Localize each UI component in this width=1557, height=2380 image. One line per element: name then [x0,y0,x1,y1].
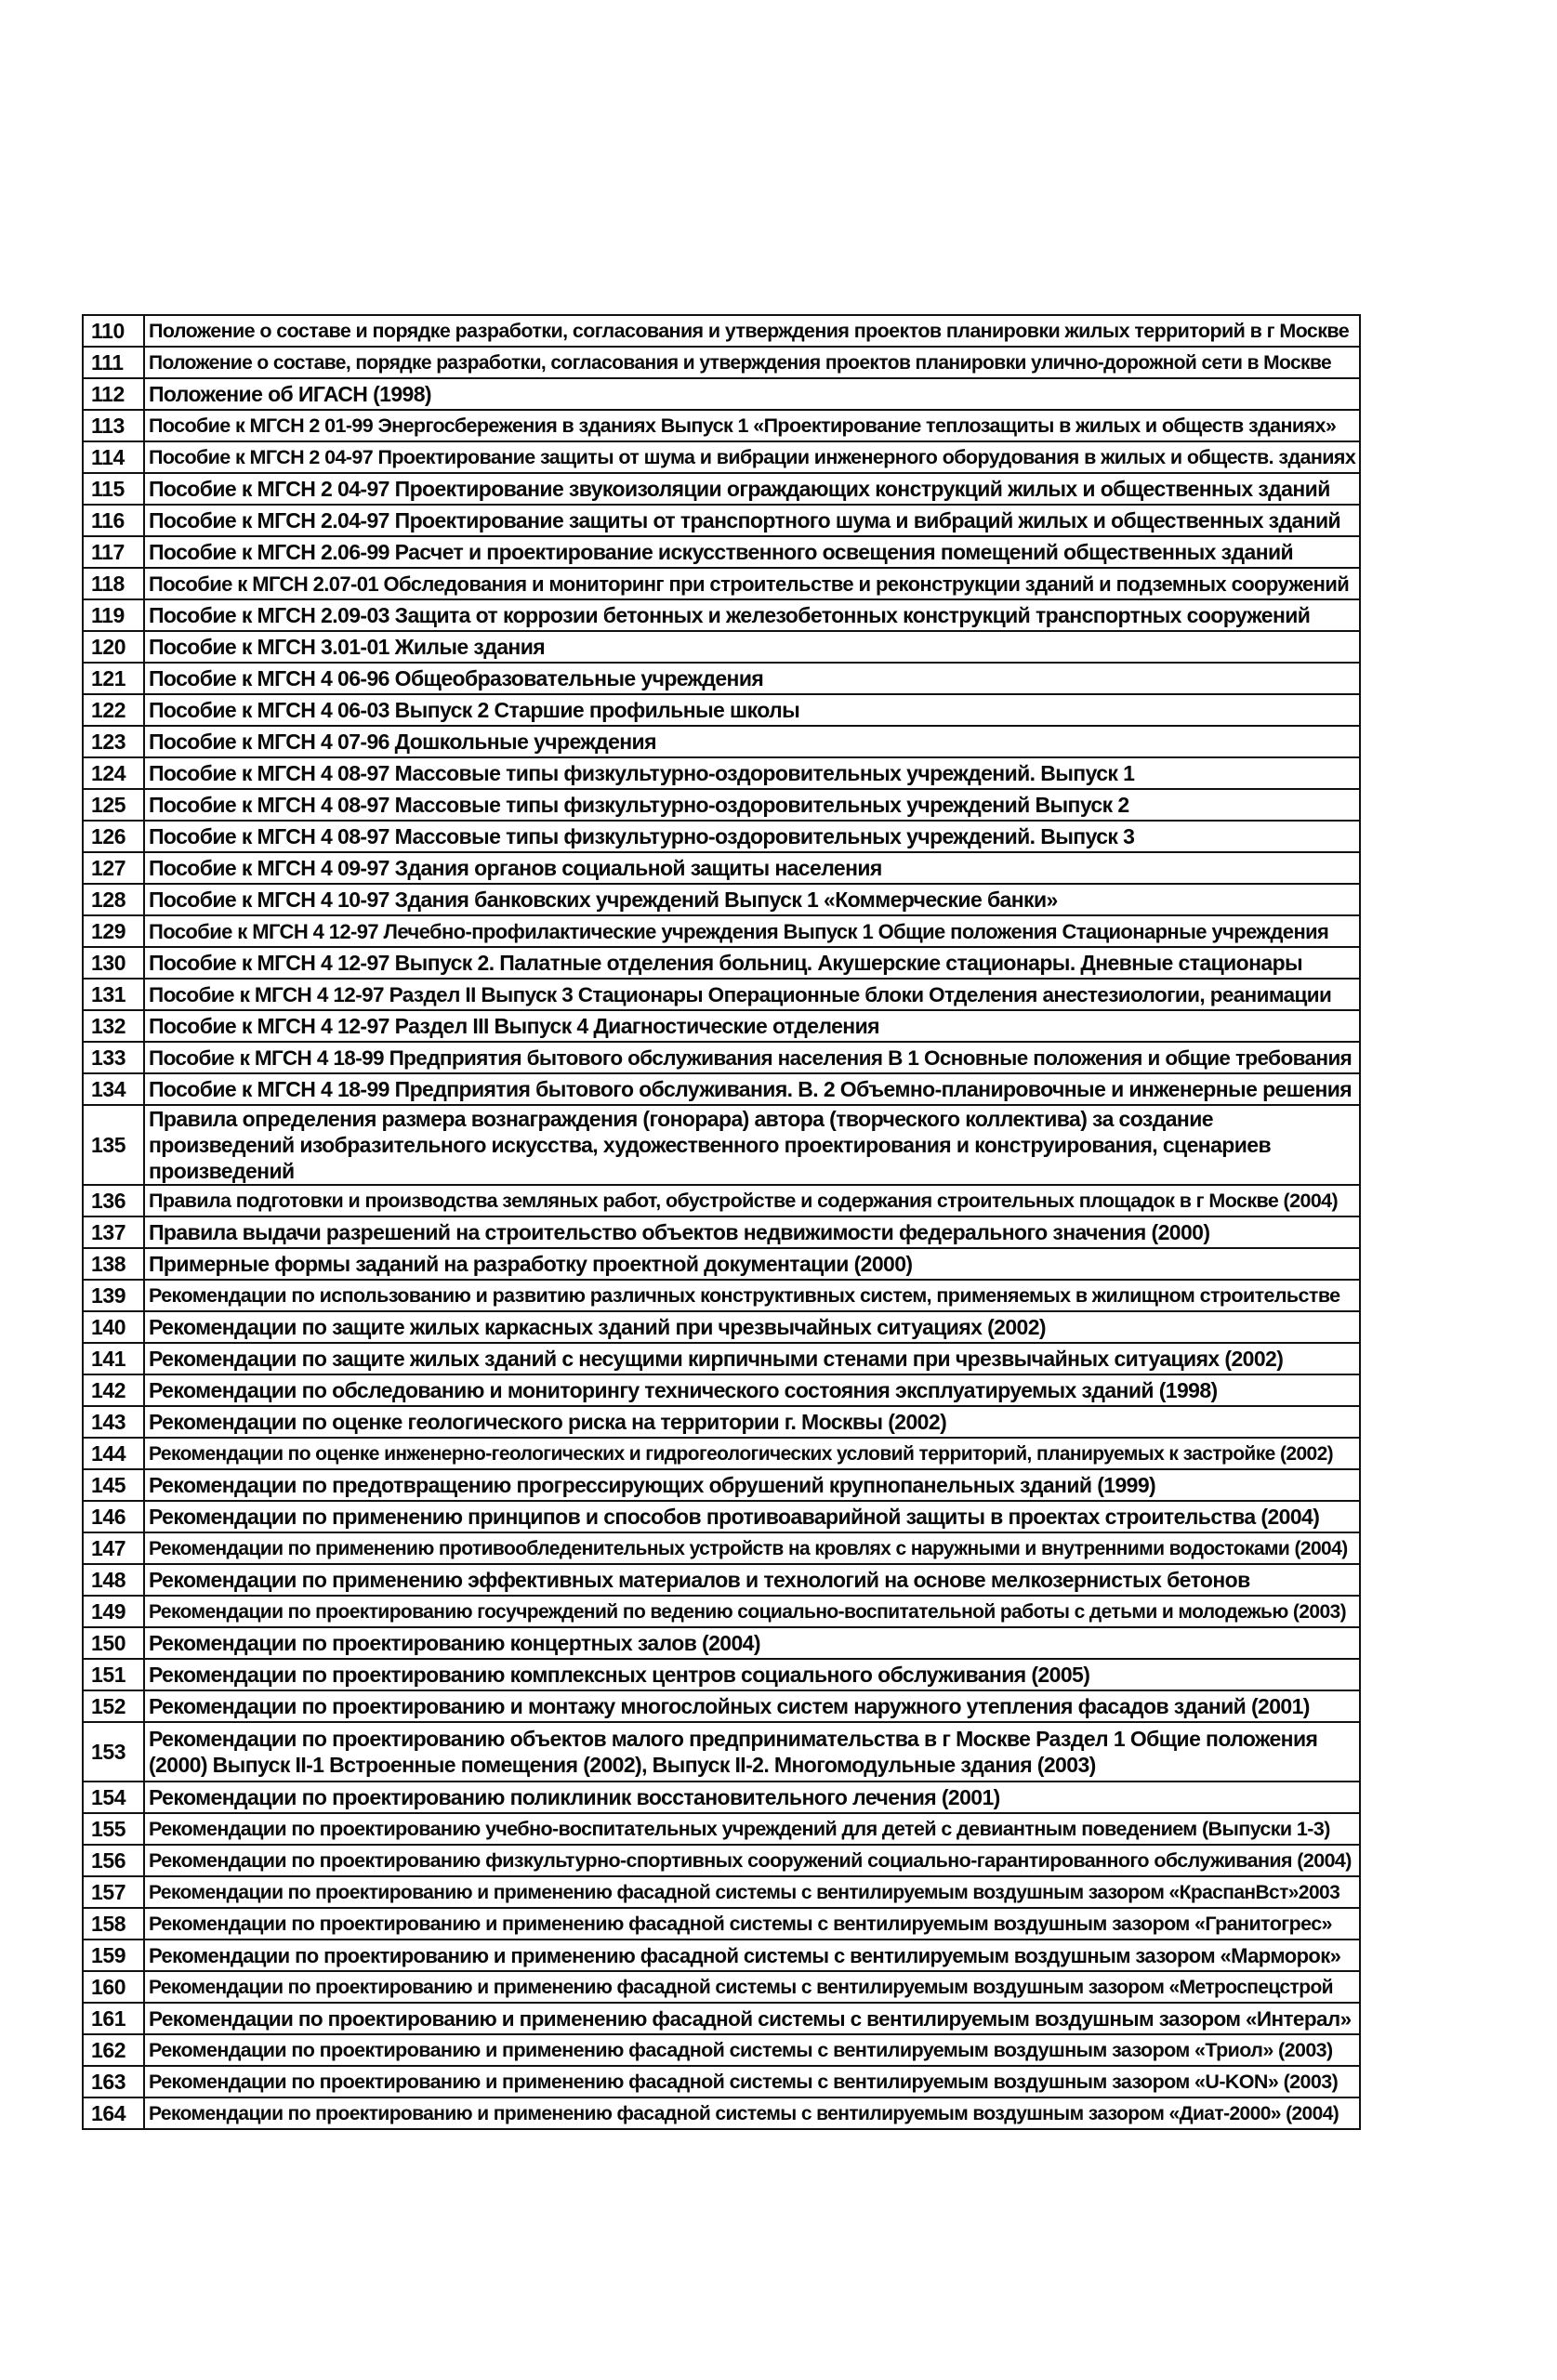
row-title-cell: Пособие к МГСН 2.09-03 Защита от коррозии бетонных и железобетонных конструкций транспортных сооружений [144,599,1360,631]
table-row [83,1010,1360,1042]
document-table [82,314,1361,2130]
table-row [83,631,1360,663]
row-title-cell: Рекомендации по обследованию и мониторингу технического состояния эксплуатируемых зданий (1998) [144,1374,1360,1406]
table-row [83,1248,1360,1280]
row-title-cell: Пособие к МГСН 4 09-97 Здания органов социальной защиты населения [144,852,1360,884]
table-row [83,1876,1360,1908]
row-title-cell: Рекомендации по применению эффективных материалов и технологий на основе мелкозернистых бетонов [144,1564,1360,1596]
table-row [83,505,1360,536]
row-title-cell: Пособие к МГСН 4 06-03 Выпуск 2 Старшие профильные школы [144,694,1360,726]
table-row [83,1073,1360,1105]
row-number-cell: 157 [83,1876,144,1908]
table-row [83,1659,1360,1690]
row-number-cell: 146 [83,1501,144,1532]
row-number-cell: 122 [83,694,144,726]
row-title-cell: Рекомендации по проектированию и применению фасадной системы с вентилируемым воздушным зазором «Диат-2000» (2004) [144,2097,1360,2129]
table-row [83,1813,1360,1845]
table-row [83,947,1360,979]
table-row [83,1501,1360,1532]
row-number-cell: 155 [83,1813,144,1845]
row-number-cell: 133 [83,1042,144,1073]
row-number-cell: 154 [83,1782,144,1813]
row-number-cell: 112 [83,378,144,410]
row-number-cell: 129 [83,915,144,947]
row-title-cell: Пособие к МГСН 2.04-97 Проектирование защиты от транспортного шума и вибраций жилых и общественных зданий [144,505,1360,536]
row-number-cell: 127 [83,852,144,884]
row-title-cell: Пособие к МГСН 3.01-01 Жилые здания [144,631,1360,663]
row-number-cell: 113 [83,410,144,441]
row-number-cell: 138 [83,1248,144,1280]
table-row [83,1627,1360,1659]
row-title-cell: Правила определения размера вознаграждения (гонорара) автора (творческого коллектива) за создание произведений изобразительного искусства, художественного проектирования и конструирования, сценариев произведений [144,1105,1360,1185]
row-number-cell: 126 [83,821,144,852]
row-title-cell: Правила выдачи разрешений на строительство объектов недвижимости федерального значения (2000) [144,1216,1360,1248]
table-row [83,473,1360,505]
row-number-cell: 110 [83,315,144,347]
row-title-cell: Рекомендации по проектированию поликлиник восстановительного лечения (2001) [144,1782,1360,1813]
row-title-cell: Рекомендации по проектированию комплексных центров социального обслуживания (2005) [144,1659,1360,1690]
table-row [83,1105,1360,1185]
row-title-cell: Пособие к МГСН 4 12-97 Раздел III Выпуск 4 Диагностические отделения [144,1010,1360,1042]
table-row [83,1908,1360,1940]
row-number-cell: 118 [83,568,144,599]
row-title-cell: Рекомендации по проектированию учебно-воспитательных учреждений для детей с девиантным поведением (Выпуски 1-3) [144,1813,1360,1845]
row-title-cell: Пособие к МГСН 4 18-99 Предприятия бытового обслуживания населения В 1 Основные положения и общие требования [144,1042,1360,1073]
row-number-cell: 148 [83,1564,144,1596]
table-row [83,1406,1360,1438]
table-row [83,1782,1360,1813]
row-title-cell: Рекомендации по проектированию физкультурно-спортивных сооружений социально-гарантированного обслуживания (2004) [144,1845,1360,1876]
row-number-cell: 135 [83,1105,144,1185]
row-number-cell: 162 [83,2034,144,2066]
row-number-cell: 143 [83,1406,144,1438]
row-title-cell: Пособие к МГСН 4 07-96 Дошкольные учреждения [144,726,1360,757]
row-number-cell: 141 [83,1343,144,1374]
table-row [83,2097,1360,2129]
row-title-cell: Пособие к МГСН 2.06-99 Расчет и проектирование искусственного освещения помещений общественных зданий [144,536,1360,568]
table-row [83,1564,1360,1596]
row-number-cell: 123 [83,726,144,757]
table-row [83,884,1360,915]
row-number-cell: 145 [83,1469,144,1501]
row-title-cell: Рекомендации по проектированию и применению фасадной системы с вентилируемым воздушным зазором «КраспанВст»2003 [144,1876,1360,1908]
table-row [83,378,1360,410]
row-number-cell: 137 [83,1216,144,1248]
row-title-cell: Рекомендации по проектированию и монтажу многослойных систем наружного утепления фасадов зданий (2001) [144,1690,1360,1722]
row-title-cell: Рекомендации по проектированию и применению фасадной системы с вентилируемым воздушным зазором «Метроспецстрой [144,1971,1360,2003]
table-row [83,1532,1360,1564]
row-number-cell: 117 [83,536,144,568]
table-row [83,2034,1360,2066]
table-row [83,1311,1360,1343]
table-row [83,599,1360,631]
table-row [83,441,1360,473]
row-title-cell: Рекомендации по применению противообледенительных устройств на кровлях с наружными и внутренними водостоками (2004) [144,1532,1360,1564]
row-title-cell: Пособие к МГСН 2 04-97 Проектирование звукоизоляции ограждающих конструкций жилых и общественных зданий [144,473,1360,505]
table-row [83,663,1360,694]
table-row [83,1469,1360,1501]
table-row [83,2003,1360,2034]
row-number-cell: 125 [83,789,144,821]
table-row [83,757,1360,789]
row-number-cell: 149 [83,1596,144,1627]
row-number-cell: 144 [83,1438,144,1469]
table-row [83,1438,1360,1469]
table-row [83,536,1360,568]
row-number-cell: 124 [83,757,144,789]
row-title-cell: Рекомендации по проектированию и применению фасадной системы с вентилируемым воздушным зазором «Марморок» [144,1940,1360,1971]
row-number-cell: 136 [83,1185,144,1216]
row-title-cell: Пособие к МГСН 4 12-97 Раздел II Выпуск 3 Стационары Операционные блоки Отделения анестезиологии, реанимации [144,979,1360,1010]
row-number-cell: 134 [83,1073,144,1105]
table-row [83,1343,1360,1374]
row-number-cell: 111 [83,347,144,378]
row-title-cell: Положение об ИГАСН (1998) [144,378,1360,410]
row-title-cell: Рекомендации по проектированию и применению фасадной системы с вентилируемым воздушным зазором «U-KON» (2003) [144,2066,1360,2097]
row-title-cell: Рекомендации по проектированию и применению фасадной системы с вентилируемым воздушным зазором «Триол» (2003) [144,2034,1360,2066]
row-title-cell: Положение о составе, порядке разработки, согласования и утверждения проектов планировки улично-дорожной сети в Москве [144,347,1360,378]
row-title-cell: Пособие к МГСН 2.07-01 Обследования и мониторинг при строительстве и реконструкции зданий и подземных сооружений [144,568,1360,599]
row-number-cell: 131 [83,979,144,1010]
row-title-cell: Пособие к МГСН 4 12-97 Выпуск 2. Палатные отделения больниц. Акушерские стационары. Дневные стационары [144,947,1360,979]
row-title-cell: Пособие к МГСН 4 10-97 Здания банковских учреждений Выпуск 1 «Коммерческие банки» [144,884,1360,915]
row-title-cell: Рекомендации по оценке геологического риска на территории г. Москвы (2002) [144,1406,1360,1438]
row-title-cell: Положение о составе и порядке разработки, согласования и утверждения проектов планировки жилых территорий в г Москве [144,315,1360,347]
row-title-cell: Рекомендации по использованию и развитию различных конструктивных систем, применяемых в жилищном строительстве [144,1280,1360,1311]
table-row [83,821,1360,852]
row-number-cell: 152 [83,1690,144,1722]
row-number-cell: 158 [83,1908,144,1940]
row-title-cell: Правила подготовки и производства земляных работ, обустройстве и содержания строительных площадок в г Москве (2004) [144,1185,1360,1216]
row-number-cell: 151 [83,1659,144,1690]
table-row [83,915,1360,947]
row-title-cell: Рекомендации по предотвращению прогрессирующих обрушений крупнопанельных зданий (1999) [144,1469,1360,1501]
row-title-cell: Рекомендации по применению принципов и способов противоаварийной защиты в проектах строительства (2004) [144,1501,1360,1532]
table-row [83,979,1360,1010]
table-row [83,1722,1360,1782]
table-row [83,1845,1360,1876]
row-number-cell: 150 [83,1627,144,1659]
row-number-cell: 147 [83,1532,144,1564]
row-number-cell: 120 [83,631,144,663]
table-row [83,410,1360,441]
table-row [83,1690,1360,1722]
table-row [83,789,1360,821]
row-title-cell: Рекомендации по проектированию госучреждений по ведению социально-воспитательной работы с детьми и молодежью (2003) [144,1596,1360,1627]
row-title-cell: Рекомендации по оценке инженерно-геологических и гидрогеологических условий территорий, планируемых к застройке (2002) [144,1438,1360,1469]
table-row [83,852,1360,884]
row-title-cell: Пособие к МГСН 4 08-97 Массовые типы физкультурно-оздоровительных учреждений Выпуск 2 [144,789,1360,821]
table-row [83,1596,1360,1627]
table-row [83,726,1360,757]
row-number-cell: 142 [83,1374,144,1406]
table-row [83,694,1360,726]
table-row [83,1374,1360,1406]
row-number-cell: 160 [83,1971,144,2003]
row-title-cell: Рекомендации по проектированию и применению фасадной системы с вентилируемым воздушным зазором «Интерал» [144,2003,1360,2034]
row-number-cell: 140 [83,1311,144,1343]
row-number-cell: 115 [83,473,144,505]
row-title-cell: Рекомендации по проектированию объектов малого предпринимательства в г Москве Раздел 1 Общие положения (2000) Выпуск II-1 Встроенные помещения (2002), Выпуск II-2. Многомодульные здания (2003) [144,1722,1360,1782]
table-row [83,1280,1360,1311]
row-number-cell: 119 [83,599,144,631]
row-number-cell: 156 [83,1845,144,1876]
table-row [83,1940,1360,1971]
row-title-cell: Примерные формы заданий на разработку проектной документации (2000) [144,1248,1360,1280]
table-row [83,1042,1360,1073]
row-title-cell: Пособие к МГСН 4 08-97 Массовые типы физкультурно-оздоровительных учреждений. Выпуск 3 [144,821,1360,852]
table-row [83,315,1360,347]
row-title-cell: Пособие к МГСН 4 06-96 Общеобразовательные учреждения [144,663,1360,694]
table-row [83,1216,1360,1248]
row-title-cell: Рекомендации по защите жилых каркасных зданий при чрезвычайных ситуациях (2002) [144,1311,1360,1343]
row-title-cell: Рекомендации по проектированию концертных залов (2004) [144,1627,1360,1659]
row-number-cell: 163 [83,2066,144,2097]
row-number-cell: 164 [83,2097,144,2129]
row-number-cell: 114 [83,441,144,473]
row-title-cell: Пособие к МГСН 4 12-97 Лечебно-профилактические учреждения Выпуск 1 Общие положения Стационарные учреждения [144,915,1360,947]
table-row [83,2066,1360,2097]
row-title-cell: Пособие к МГСН 2 01-99 Энергосбережения в зданиях Выпуск 1 «Проектирование теплозащиты в жилых и обществ зданиях» [144,410,1360,441]
row-number-cell: 121 [83,663,144,694]
row-title-cell: Рекомендации по проектированию и применению фасадной системы с вентилируемым воздушным зазором «Гранитогрес» [144,1908,1360,1940]
table-row [83,1185,1360,1216]
table-row [83,347,1360,378]
row-number-cell: 159 [83,1940,144,1971]
row-number-cell: 153 [83,1722,144,1782]
row-title-cell: Рекомендации по защите жилых зданий с несущими кирпичными стенами при чрезвычайных ситуациях (2002) [144,1343,1360,1374]
row-number-cell: 128 [83,884,144,915]
row-number-cell: 132 [83,1010,144,1042]
row-title-cell: Пособие к МГСН 4 08-97 Массовые типы физкультурно-оздоровительных учреждений. Выпуск 1 [144,757,1360,789]
table-row [83,568,1360,599]
document-table-body [83,315,1360,2129]
row-number-cell: 130 [83,947,144,979]
row-number-cell: 116 [83,505,144,536]
row-number-cell: 161 [83,2003,144,2034]
row-title-cell: Пособие к МГСН 2 04-97 Проектирование защиты от шума и вибрации инженерного оборудования в жилых и обществ. зданиях [144,441,1360,473]
row-number-cell: 139 [83,1280,144,1311]
table-row [83,1971,1360,2003]
row-title-cell: Пособие к МГСН 4 18-99 Предприятия бытового обслуживания. В. 2 Объемно-планировочные и инженерные решения [144,1073,1360,1105]
